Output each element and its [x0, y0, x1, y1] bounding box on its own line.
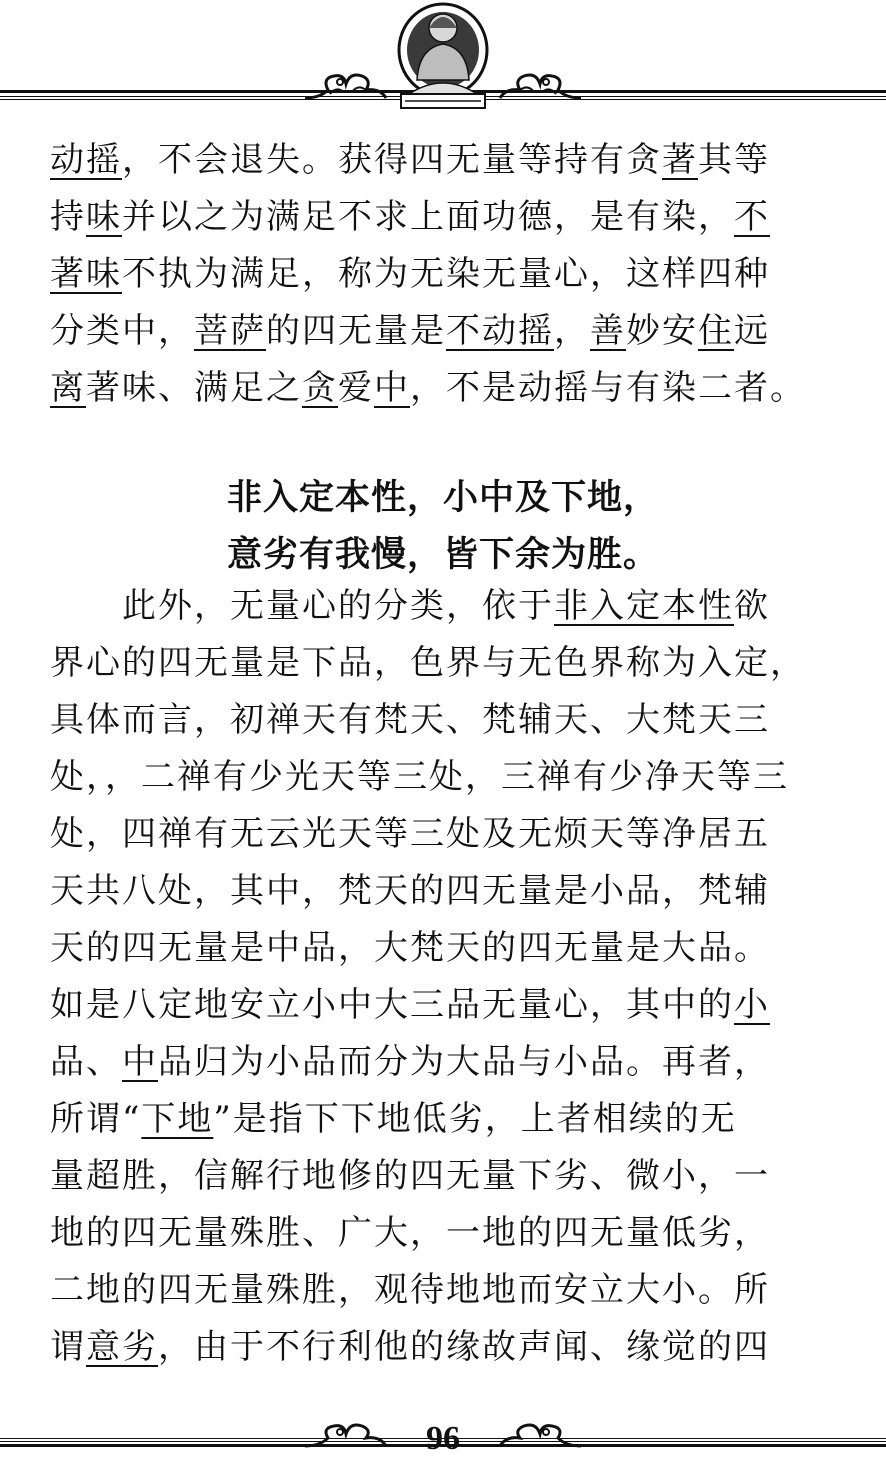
text-line: 持味并以之为满足不求上面功德，是有染，不	[50, 197, 770, 237]
buddha-medallion-icon	[395, 2, 491, 110]
text-line: 如是八定地安立小中大三品无量心，其中的小	[50, 985, 770, 1025]
text-line: 谓意劣，由于不行利他的缘故声闻、缘觉的四	[50, 1327, 770, 1367]
text-line: 所谓“下地”是指下下地低劣，上者相续的无	[50, 1099, 737, 1139]
text-line: 分类中，菩萨的四无量是不动摇，善妙安住远	[50, 311, 770, 351]
text-line: 界心的四无量是下品，色界与无色界称为入定，	[50, 643, 806, 683]
page-number: 96	[426, 1420, 460, 1457]
text-line: 动摇，不会退失。获得四无量等持有贪著其等	[50, 140, 770, 180]
text-line: 地的四无量殊胜、广大，一地的四无量低劣，	[50, 1213, 770, 1253]
text-line: 天的四无量是中品，大梵天的四无量是大品。	[50, 928, 770, 968]
text-line: 处，，二禅有少光天等三处，三禅有少净天等三	[50, 757, 789, 797]
cloud-scroll-icon	[300, 68, 390, 104]
verse-line-1: 非入定本性，小中及下地，	[226, 478, 659, 518]
text-line: 品、中品归为小品而分为大品与小品。再者，	[50, 1042, 770, 1082]
text-line: 具体而言，初禅天有梵天、梵辅天、大梵天三	[50, 700, 770, 740]
body-text	[50, 578, 840, 1376]
text-line: 二地的四无量殊胜，观待地地而安立大小。所	[50, 1270, 770, 1310]
text-line: 量超胜，信解行地修的四无量下劣、微小，一	[50, 1156, 770, 1196]
verse-line-2: 意劣有我慢，皆下余为胜。	[226, 535, 659, 575]
text-line: 离著味、满足之贪爱中，不是动摇与有染二者。	[50, 368, 806, 408]
text-line: 处，四禅有无云光天等三处及无烦天等净居五	[50, 814, 770, 854]
text-line: 天共八处，其中，梵天的四无量是小品，梵辅	[50, 871, 770, 911]
cloud-scroll-icon	[496, 68, 586, 104]
body-text	[50, 132, 840, 417]
text-line: 著味不执为满足，称为无染无量心，这样四种	[50, 254, 770, 294]
text-line: 此外，无量心的分类，依于非入定本性欲	[50, 586, 770, 626]
